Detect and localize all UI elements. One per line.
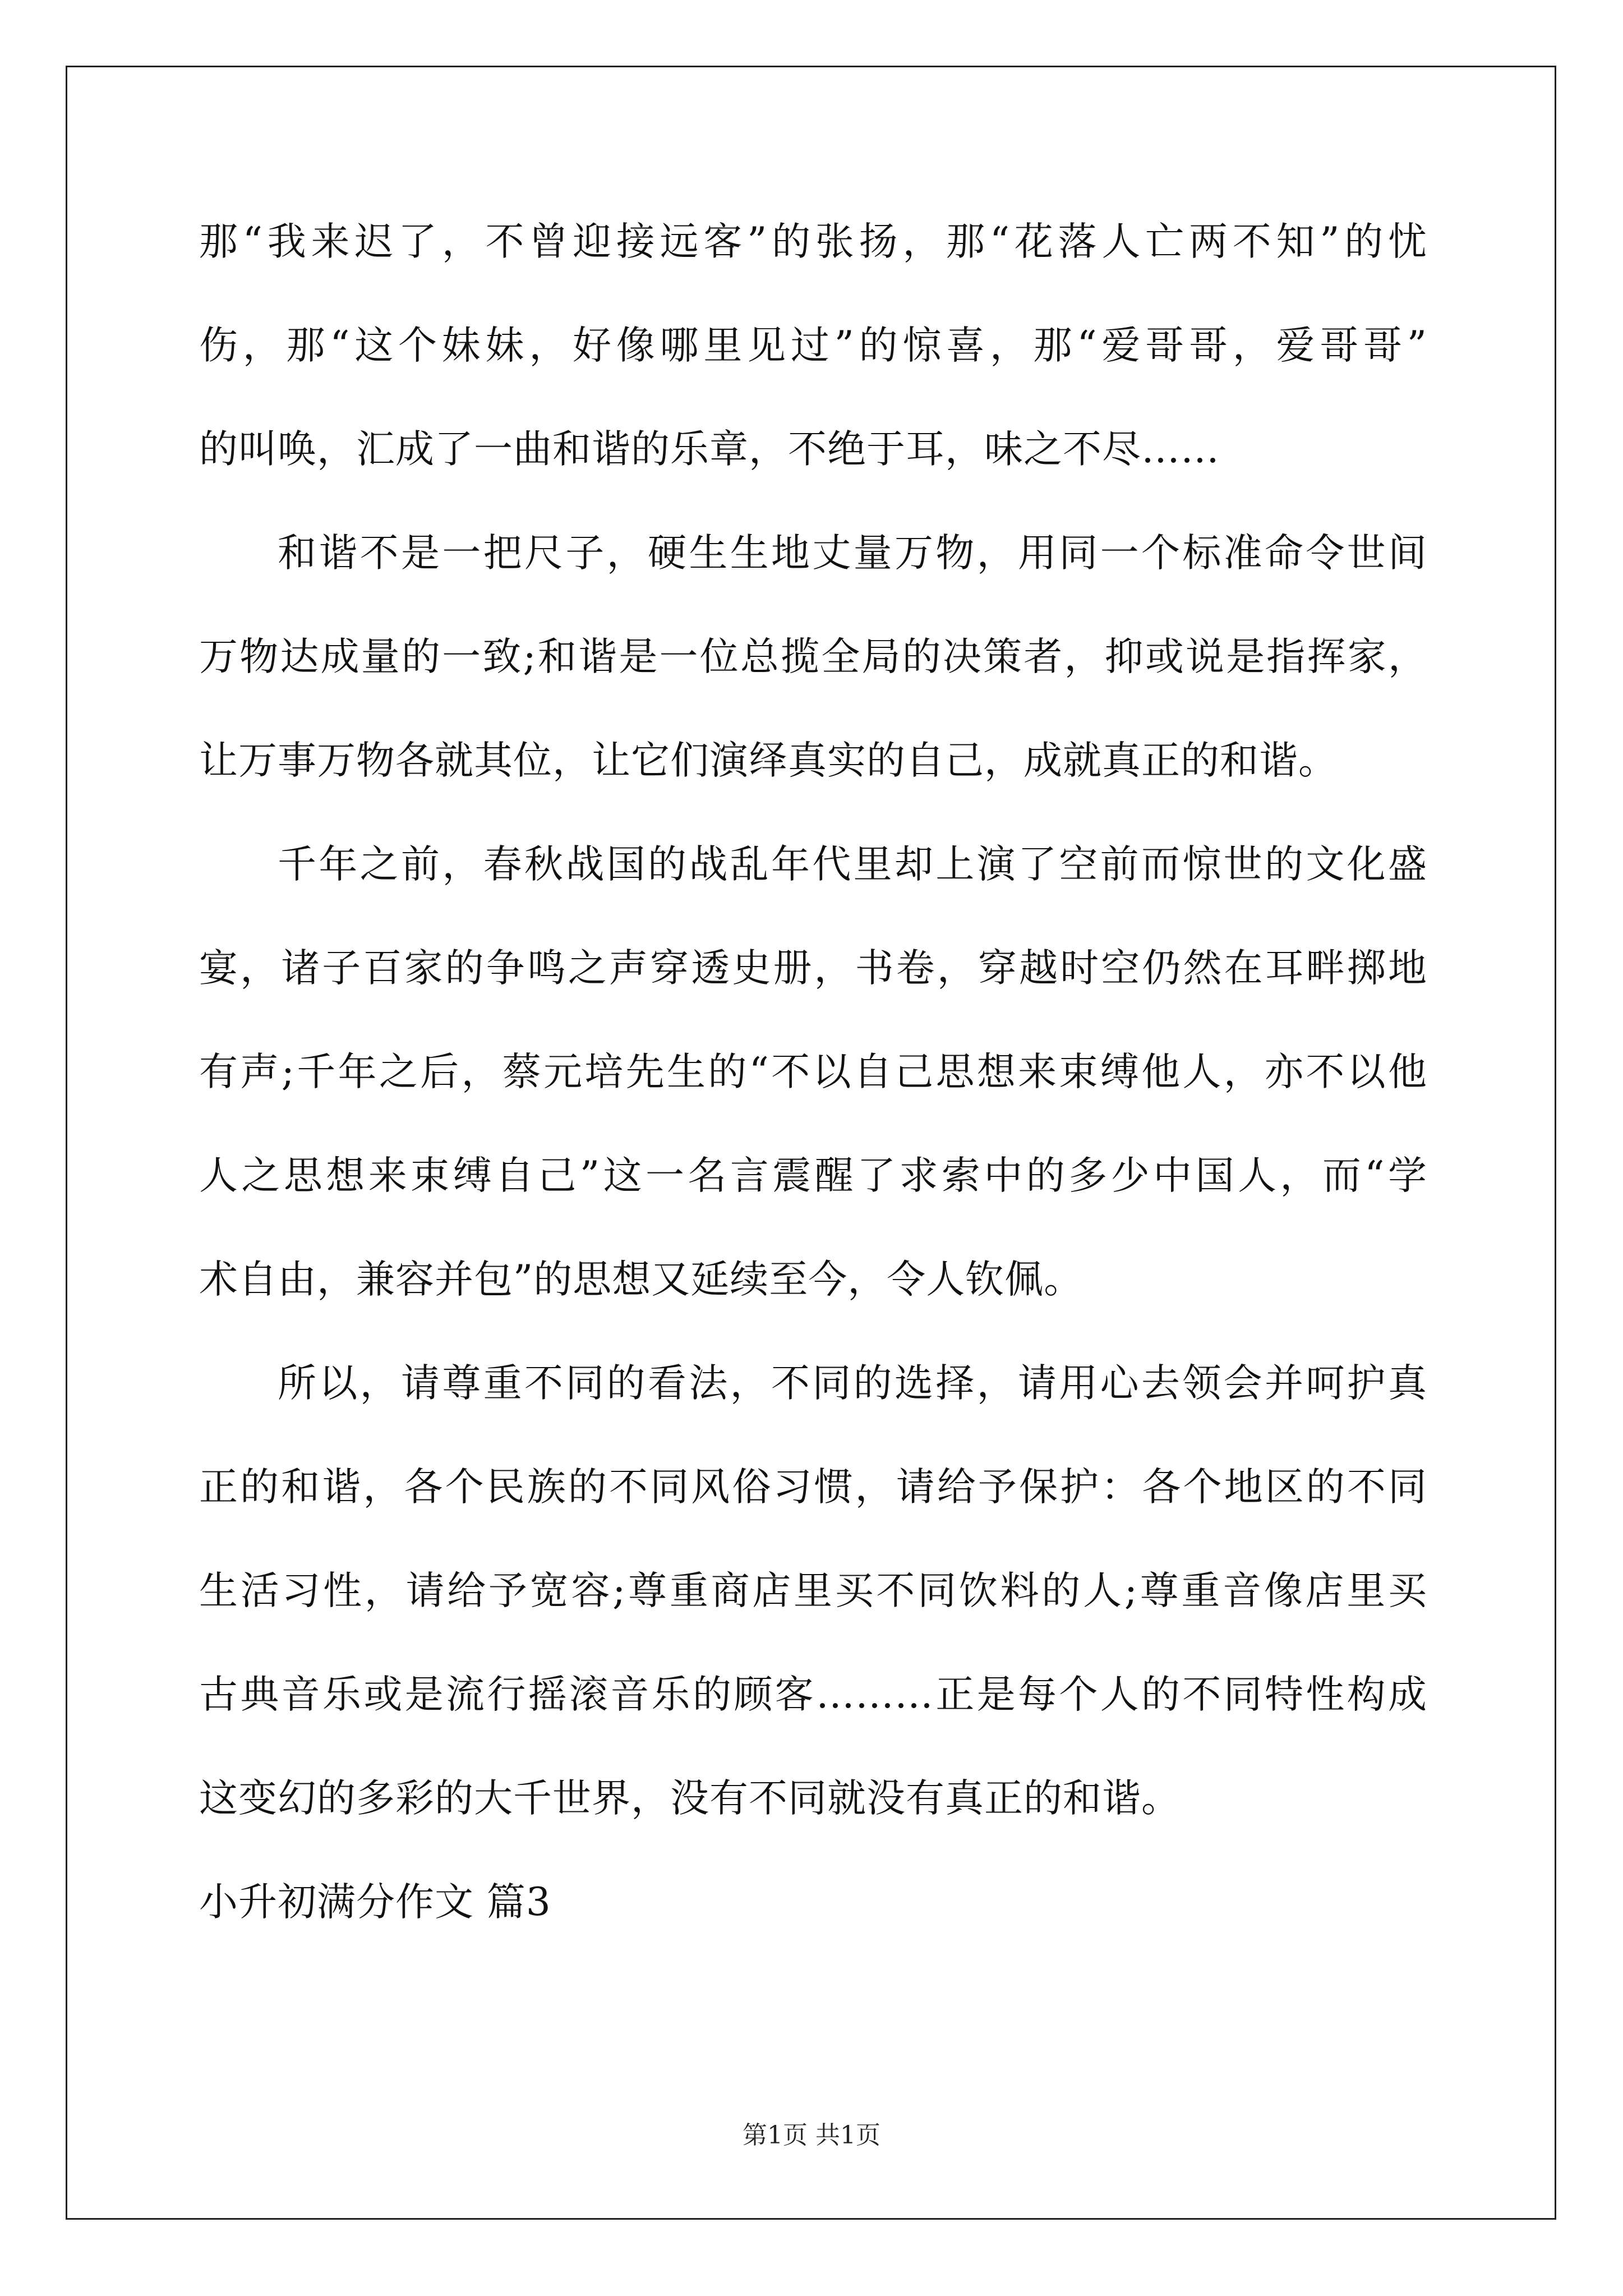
paragraph-2-line-2: 万物达成量的一致;和谐是一位总揽全局的决策者，抑或说是指挥家， (199, 634, 1427, 679)
paragraph-3-line-3: 有声;千年之后，蔡元培先生的“不以自己思想来束缚他人，亦不以他 (199, 1050, 1427, 1094)
page-footer: 第1页 共1页 (743, 2121, 880, 2150)
paragraph-3-line-4: 人之思想来束缚自己”这一名言震醒了求索中的多少中国人，而“学 (199, 1153, 1427, 1198)
paragraph-2-line-3: 让万事万物各就其位，让它们演绎真实的自己，成就真正的和谐。 (199, 738, 1338, 783)
paragraph-1-line-3: 的叫唤，汇成了一曲和谐的乐章，不绝于耳，味之不尽…… (199, 427, 1220, 472)
paragraph-2-line-1: 和谐不是一把尺子，硬生生地丈量万物，用同一个标准命令世间 (278, 531, 1427, 576)
paragraph-1-line-1: 那“我来迟了，不曾迎接远客”的张扬，那“花落人亡两不知”的忧 (199, 219, 1427, 264)
paragraph-3-line-1: 千年之前，春秋战国的战乱年代里却上演了空前而惊世的文化盛 (278, 842, 1427, 887)
paragraph-4-line-1: 所以，请尊重不同的看法，不同的选择，请用心去领会并呵护真 (278, 1361, 1427, 1406)
section-title: 小升初满分作文 篇3 (199, 1880, 551, 1925)
document-body (199, 216, 1427, 1928)
paragraph-4-line-3: 生活习性，请给予宽容;尊重商店里买不同饮料的人;尊重音像店里买 (199, 1568, 1427, 1613)
paragraph-3-line-2: 宴，诸子百家的争鸣之声穿透史册，书卷，穿越时空仍然在耳畔掷地 (199, 946, 1427, 991)
paragraph-4-line-5: 这变幻的多彩的大千世界，没有不同就没有真正的和谐。 (199, 1776, 1181, 1821)
paragraph-4-line-2: 正的和谐，各个民族的不同风俗习惯，请给予保护：各个地区的不同 (199, 1465, 1427, 1510)
paragraph-3-line-5: 术自由，兼容并包”的思想又延续至今，令人钦佩。 (199, 1257, 1083, 1302)
paragraph-1-line-2: 伤，那“这个妹妹，好像哪里见过”的惊喜，那“爱哥哥，爱哥哥” (199, 323, 1427, 368)
paragraph-4-line-4: 古典音乐或是流行摇滚音乐的顾客………正是每个人的不同特性构成 (199, 1672, 1427, 1717)
